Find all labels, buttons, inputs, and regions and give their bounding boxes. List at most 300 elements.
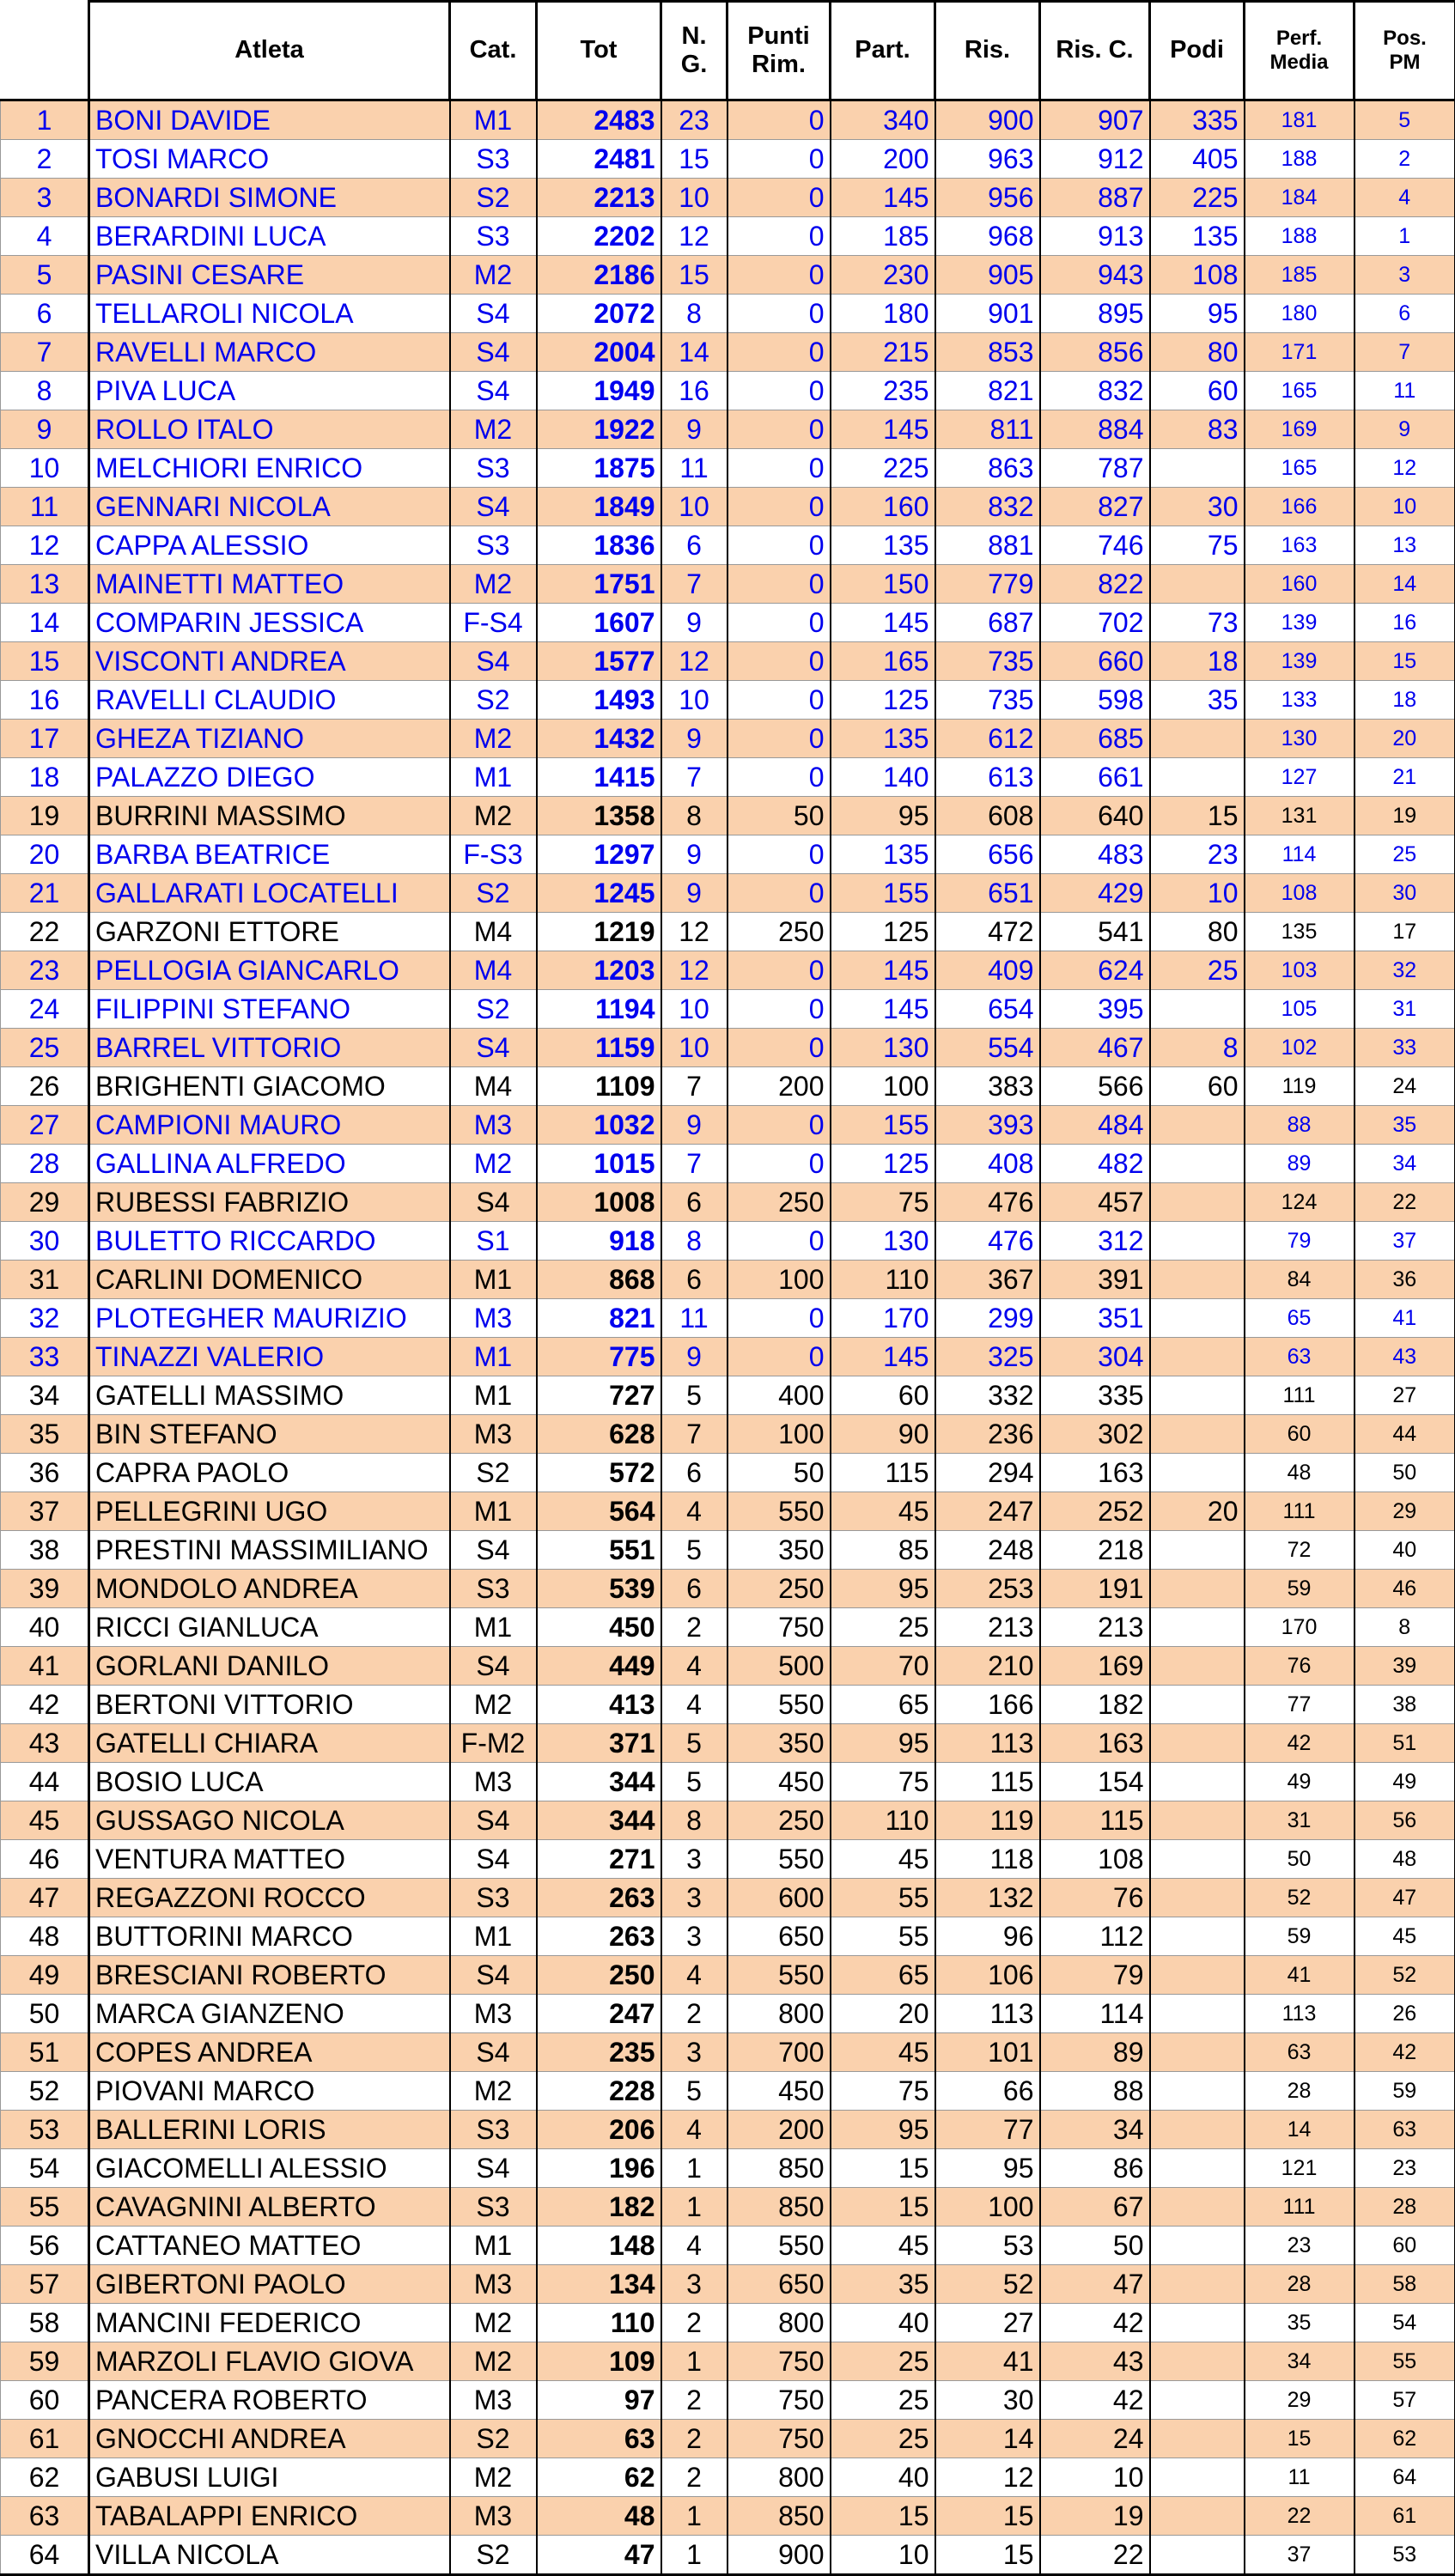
podi-cell: 25 — [1150, 951, 1245, 990]
risc-cell: 895 — [1040, 295, 1150, 333]
punti-cell: 0 — [728, 372, 831, 410]
pos-cell: 10 — [1355, 488, 1455, 526]
punti-cell: 250 — [728, 913, 831, 951]
perf-cell: 34 — [1245, 2342, 1355, 2381]
table-row — [1, 1145, 1455, 1183]
ris-cell: 735 — [935, 681, 1040, 720]
ng-cell: 9 — [661, 874, 728, 913]
tot-cell: 228 — [537, 2072, 661, 2111]
podi-cell: 108 — [1150, 256, 1245, 295]
punti-cell: 350 — [728, 1724, 831, 1763]
atleta-cell: GUSSAGO NICOLA — [89, 1801, 450, 1840]
rank-cell: 5 — [1, 256, 89, 295]
perf-cell: 165 — [1245, 449, 1355, 488]
cat-cell: S4 — [450, 1801, 537, 1840]
part-cell: 145 — [831, 951, 935, 990]
punti-cell: 0 — [728, 1029, 831, 1067]
ng-cell: 15 — [661, 140, 728, 179]
punti-cell: 550 — [728, 2227, 831, 2265]
perf-cell: 37 — [1245, 2536, 1355, 2575]
ris-cell: 247 — [935, 1492, 1040, 1531]
podi-cell — [1150, 2304, 1245, 2342]
rank-cell: 20 — [1, 835, 89, 874]
table-row — [1, 1183, 1455, 1222]
tot-cell: 250 — [537, 1956, 661, 1995]
pos-cell: 41 — [1355, 1299, 1455, 1338]
table-row — [1, 1067, 1455, 1106]
perf-cell: 23 — [1245, 2227, 1355, 2265]
risc-cell: 76 — [1040, 1879, 1150, 1917]
tot-cell: 539 — [537, 1570, 661, 1608]
rank-cell: 8 — [1, 372, 89, 410]
tot-header: Tot — [537, 2, 661, 100]
ris-cell: 476 — [935, 1183, 1040, 1222]
ris-cell: 968 — [935, 217, 1040, 256]
pos-cell: 43 — [1355, 1338, 1455, 1376]
ris-cell: 963 — [935, 140, 1040, 179]
risc-cell: 702 — [1040, 604, 1150, 642]
podi-cell — [1150, 1879, 1245, 1917]
ris-cell: 118 — [935, 1840, 1040, 1879]
risc-cell: 685 — [1040, 720, 1150, 758]
tot-cell: 727 — [537, 1376, 661, 1415]
risc-cell: 312 — [1040, 1222, 1150, 1261]
risc-cell: 89 — [1040, 2033, 1150, 2072]
cat-cell: S4 — [450, 372, 537, 410]
rank-cell: 3 — [1, 179, 89, 217]
risc-cell: 566 — [1040, 1067, 1150, 1106]
ng-cell: 10 — [661, 681, 728, 720]
atleta-cell: BERTONI VITTORIO — [89, 1686, 450, 1724]
atleta-cell: ROLLO ITALO — [89, 410, 450, 449]
perf-cell: 52 — [1245, 1879, 1355, 1917]
pos-header — [1355, 2, 1455, 100]
ris-cell: 14 — [935, 2420, 1040, 2458]
perf-cell: 89 — [1245, 1145, 1355, 1183]
perf-cell: 28 — [1245, 2265, 1355, 2304]
atleta-cell: PANCERA ROBERTO — [89, 2381, 450, 2420]
rank-cell: 56 — [1, 2227, 89, 2265]
podi-cell — [1150, 1415, 1245, 1454]
part-cell: 215 — [831, 333, 935, 372]
punti-cell: 0 — [728, 179, 831, 217]
ris-cell: 12 — [935, 2458, 1040, 2497]
punti-cell: 750 — [728, 2420, 831, 2458]
risc-header: Ris. C. — [1040, 2, 1150, 100]
pos-cell: 35 — [1355, 1106, 1455, 1145]
rank-cell: 52 — [1, 2072, 89, 2111]
pos-cell: 62 — [1355, 2420, 1455, 2458]
atleta-cell: BRESCIANI ROBERTO — [89, 1956, 450, 1995]
punti-cell: 450 — [728, 1763, 831, 1801]
punti-cell: 200 — [728, 2111, 831, 2149]
ris-cell: 210 — [935, 1647, 1040, 1686]
podi-cell — [1150, 2458, 1245, 2497]
tot-cell: 196 — [537, 2149, 661, 2188]
ng-cell: 10 — [661, 179, 728, 217]
podi-cell — [1150, 1570, 1245, 1608]
ris-cell: 656 — [935, 835, 1040, 874]
table-row — [1, 526, 1455, 565]
rank-cell: 12 — [1, 526, 89, 565]
part-cell: 65 — [831, 1956, 935, 1995]
atleta-cell: TABALAPPI ENRICO — [89, 2497, 450, 2536]
tot-cell: 1849 — [537, 488, 661, 526]
atleta-cell: TOSI MARCO — [89, 140, 450, 179]
podi-cell: 35 — [1150, 681, 1245, 720]
perf-cell: 108 — [1245, 874, 1355, 913]
punti-cell: 0 — [728, 295, 831, 333]
ng-cell: 14 — [661, 333, 728, 372]
part-cell: 55 — [831, 1879, 935, 1917]
part-cell: 25 — [831, 2342, 935, 2381]
atleta-cell: TINAZZI VALERIO — [89, 1338, 450, 1376]
podi-cell — [1150, 1338, 1245, 1376]
pos-cell: 58 — [1355, 2265, 1455, 2304]
risc-cell: 887 — [1040, 179, 1150, 217]
rank-cell: 60 — [1, 2381, 89, 2420]
punti-cell: 0 — [728, 100, 831, 140]
risc-cell: 43 — [1040, 2342, 1150, 2381]
table-row — [1, 256, 1455, 295]
risc-cell: 429 — [1040, 874, 1150, 913]
podi-cell: 20 — [1150, 1492, 1245, 1531]
podi-cell — [1150, 720, 1245, 758]
ng-cell: 6 — [661, 1261, 728, 1299]
ng-cell: 7 — [661, 1415, 728, 1454]
perf-cell: 60 — [1245, 1415, 1355, 1454]
tot-cell: 449 — [537, 1647, 661, 1686]
pos-cell: 20 — [1355, 720, 1455, 758]
rank-cell: 51 — [1, 2033, 89, 2072]
podi-cell — [1150, 1686, 1245, 1724]
podi-cell: 405 — [1150, 140, 1245, 179]
ng-cell: 11 — [661, 449, 728, 488]
ng-cell: 1 — [661, 2536, 728, 2575]
rank-cell: 64 — [1, 2536, 89, 2575]
table-row — [1, 1106, 1455, 1145]
risc-cell: 67 — [1040, 2188, 1150, 2227]
ng-cell: 5 — [661, 1531, 728, 1570]
risc-cell: 213 — [1040, 1608, 1150, 1647]
ranking-rows — [1, 100, 1455, 2575]
podi-cell — [1150, 1454, 1245, 1492]
cat-cell: M3 — [450, 1299, 537, 1338]
pos-cell: 32 — [1355, 951, 1455, 990]
rank-cell: 37 — [1, 1492, 89, 1531]
perf-cell: 84 — [1245, 1261, 1355, 1299]
pos-cell: 53 — [1355, 2536, 1455, 2575]
pos-cell: 57 — [1355, 2381, 1455, 2420]
risc-cell: 884 — [1040, 410, 1150, 449]
ng-cell: 5 — [661, 1763, 728, 1801]
part-cell: 180 — [831, 295, 935, 333]
rank-cell: 50 — [1, 1995, 89, 2033]
atleta-cell: TELLAROLI NICOLA — [89, 295, 450, 333]
atleta-cell: GNOCCHI ANDREA — [89, 2420, 450, 2458]
ng-cell: 7 — [661, 1067, 728, 1106]
perf-cell: 113 — [1245, 1995, 1355, 2033]
tot-cell: 1751 — [537, 565, 661, 604]
cat-cell: M3 — [450, 2265, 537, 2304]
perf-cell: 170 — [1245, 1608, 1355, 1647]
tot-cell: 235 — [537, 2033, 661, 2072]
cat-cell: M2 — [450, 1686, 537, 1724]
perf-cell: 114 — [1245, 835, 1355, 874]
perf-cell: 14 — [1245, 2111, 1355, 2149]
atleta-cell: GATELLI CHIARA — [89, 1724, 450, 1763]
perf-cell: 76 — [1245, 1647, 1355, 1686]
cat-cell: M2 — [450, 2304, 537, 2342]
podi-cell — [1150, 1145, 1245, 1183]
cat-header: Cat. — [450, 2, 537, 100]
cat-cell: S1 — [450, 1222, 537, 1261]
perf-cell: 63 — [1245, 2033, 1355, 2072]
tot-cell: 572 — [537, 1454, 661, 1492]
atleta-cell: COMPARIN JESSICA — [89, 604, 450, 642]
part-cell: 150 — [831, 565, 935, 604]
rank-cell: 13 — [1, 565, 89, 604]
rank-cell: 30 — [1, 1222, 89, 1261]
podi-cell — [1150, 2072, 1245, 2111]
ris-cell: 77 — [935, 2111, 1040, 2149]
perf-cell: 181 — [1245, 100, 1355, 140]
tot-cell: 1297 — [537, 835, 661, 874]
part-cell: 45 — [831, 2033, 935, 2072]
atleta-cell: CARLINI DOMENICO — [89, 1261, 450, 1299]
atleta-cell: MARCA GIANZENO — [89, 1995, 450, 2033]
risc-cell: 163 — [1040, 1724, 1150, 1763]
pos-cell: 60 — [1355, 2227, 1455, 2265]
table-row — [1, 2304, 1455, 2342]
table-row — [1, 2265, 1455, 2304]
cat-cell: S3 — [450, 526, 537, 565]
ng-cell: 3 — [661, 1917, 728, 1956]
ris-cell: 113 — [935, 1724, 1040, 1763]
pos-cell: 25 — [1355, 835, 1455, 874]
ris-cell: 476 — [935, 1222, 1040, 1261]
risc-cell: 112 — [1040, 1917, 1150, 1956]
perf-cell: 48 — [1245, 1454, 1355, 1492]
podi-cell — [1150, 1995, 1245, 2033]
ris-cell: 15 — [935, 2497, 1040, 2536]
atleta-cell: BOSIO LUCA — [89, 1763, 450, 1801]
part-cell: 15 — [831, 2149, 935, 2188]
cat-cell: M1 — [450, 1917, 537, 1956]
pos-cell: 34 — [1355, 1145, 1455, 1183]
risc-cell: 351 — [1040, 1299, 1150, 1338]
part-cell: 10 — [831, 2536, 935, 2575]
perf-cell: 28 — [1245, 2072, 1355, 2111]
ris-cell: 383 — [935, 1067, 1040, 1106]
ris-cell: 53 — [935, 2227, 1040, 2265]
ris-cell: 66 — [935, 2072, 1040, 2111]
table-row — [1, 2149, 1455, 2188]
punti-cell: 900 — [728, 2536, 831, 2575]
ris-cell: 608 — [935, 797, 1040, 835]
podi-cell — [1150, 2497, 1245, 2536]
ris-cell: 248 — [935, 1531, 1040, 1570]
podi-cell — [1150, 1647, 1245, 1686]
rank-cell: 59 — [1, 2342, 89, 2381]
ng-cell: 3 — [661, 1879, 728, 1917]
atleta-cell: PELLEGRINI UGO — [89, 1492, 450, 1531]
pos-cell: 54 — [1355, 2304, 1455, 2342]
atleta-cell: CAPRA PAOLO — [89, 1454, 450, 1492]
punti-cell: 0 — [728, 1145, 831, 1183]
pos-cell: 39 — [1355, 1647, 1455, 1686]
perf-cell: 29 — [1245, 2381, 1355, 2420]
cat-cell: S4 — [450, 1531, 537, 1570]
table-row — [1, 1531, 1455, 1570]
cat-cell: M2 — [450, 565, 537, 604]
podi-header: Podi — [1150, 2, 1245, 100]
ris-cell: 472 — [935, 913, 1040, 951]
pos-cell: 16 — [1355, 604, 1455, 642]
cat-cell: S3 — [450, 2188, 537, 2227]
tot-cell: 48 — [537, 2497, 661, 2536]
ng-cell: 10 — [661, 990, 728, 1029]
atleta-cell: RAVELLI MARCO — [89, 333, 450, 372]
ng-cell: 5 — [661, 1376, 728, 1415]
rank-cell: 38 — [1, 1531, 89, 1570]
pos-cell: 8 — [1355, 1608, 1455, 1647]
part-cell: 165 — [831, 642, 935, 681]
atleta-cell: VENTURA MATTEO — [89, 1840, 450, 1879]
rank-cell: 7 — [1, 333, 89, 372]
risc-cell: 660 — [1040, 642, 1150, 681]
podi-cell — [1150, 990, 1245, 1029]
part-cell: 95 — [831, 1724, 935, 1763]
ng-cell: 7 — [661, 1145, 728, 1183]
perf-cell: 169 — [1245, 410, 1355, 449]
atleta-cell: BARBA BEATRICE — [89, 835, 450, 874]
risc-cell: 827 — [1040, 488, 1150, 526]
cat-cell: S3 — [450, 1570, 537, 1608]
header-row — [1, 2, 1455, 100]
part-cell: 125 — [831, 913, 935, 951]
podi-cell — [1150, 2420, 1245, 2458]
punti-header-line1: Punti — [747, 22, 810, 50]
tot-cell: 1109 — [537, 1067, 661, 1106]
podi-cell — [1150, 1222, 1245, 1261]
perf-cell: 121 — [1245, 2149, 1355, 2188]
risc-cell: 191 — [1040, 1570, 1150, 1608]
rank-cell: 58 — [1, 2304, 89, 2342]
ris-cell: 956 — [935, 179, 1040, 217]
cat-cell: M1 — [450, 1492, 537, 1531]
punti-cell: 50 — [728, 1454, 831, 1492]
rank-cell: 14 — [1, 604, 89, 642]
risc-cell: 42 — [1040, 2381, 1150, 2420]
ris-cell: 119 — [935, 1801, 1040, 1840]
pos-cell: 59 — [1355, 2072, 1455, 2111]
perf-header-line1: Perf. — [1276, 27, 1322, 50]
cat-cell: M1 — [450, 100, 537, 140]
table-row — [1, 217, 1455, 256]
table-row — [1, 951, 1455, 990]
podi-cell — [1150, 2149, 1245, 2188]
part-cell: 70 — [831, 1647, 935, 1686]
table-row — [1, 1840, 1455, 1879]
tot-cell: 868 — [537, 1261, 661, 1299]
atleta-cell: BULETTO RICCARDO — [89, 1222, 450, 1261]
ng-cell: 12 — [661, 642, 728, 681]
punti-cell: 0 — [728, 990, 831, 1029]
perf-cell: 11 — [1245, 2458, 1355, 2497]
tot-cell: 775 — [537, 1338, 661, 1376]
risc-cell: 912 — [1040, 140, 1150, 179]
cat-cell: F-M2 — [450, 1724, 537, 1763]
risc-cell: 624 — [1040, 951, 1150, 990]
risc-cell: 832 — [1040, 372, 1150, 410]
part-cell: 100 — [831, 1067, 935, 1106]
atleta-cell: MONDOLO ANDREA — [89, 1570, 450, 1608]
perf-cell: 139 — [1245, 604, 1355, 642]
podi-cell — [1150, 1917, 1245, 1956]
tot-cell: 1008 — [537, 1183, 661, 1222]
table-row — [1, 1608, 1455, 1647]
ris-cell: 654 — [935, 990, 1040, 1029]
ris-cell: 900 — [935, 100, 1040, 140]
risc-cell: 115 — [1040, 1801, 1150, 1840]
risc-cell: 114 — [1040, 1995, 1150, 2033]
atleta-cell: BURRINI MASSIMO — [89, 797, 450, 835]
perf-cell: 35 — [1245, 2304, 1355, 2342]
tot-cell: 821 — [537, 1299, 661, 1338]
ng-cell: 2 — [661, 1608, 728, 1647]
punti-cell: 800 — [728, 2304, 831, 2342]
part-cell: 145 — [831, 410, 935, 449]
tot-cell: 1577 — [537, 642, 661, 681]
atleta-cell: PIOVANI MARCO — [89, 2072, 450, 2111]
podi-cell — [1150, 2342, 1245, 2381]
pos-cell: 29 — [1355, 1492, 1455, 1531]
podi-cell — [1150, 1261, 1245, 1299]
ng-cell: 9 — [661, 1106, 728, 1145]
risc-cell: 34 — [1040, 2111, 1150, 2149]
atleta-cell: PLOTEGHER MAURIZIO — [89, 1299, 450, 1338]
tot-cell: 564 — [537, 1492, 661, 1531]
podi-cell — [1150, 1106, 1245, 1145]
cat-cell: M2 — [450, 797, 537, 835]
rank-cell: 28 — [1, 1145, 89, 1183]
rank-cell: 48 — [1, 1917, 89, 1956]
podi-cell — [1150, 1531, 1245, 1570]
tot-cell: 2072 — [537, 295, 661, 333]
podi-cell — [1150, 2265, 1245, 2304]
table-row — [1, 2072, 1455, 2111]
risc-cell: 907 — [1040, 100, 1150, 140]
part-cell: 235 — [831, 372, 935, 410]
rank-cell: 47 — [1, 1879, 89, 1917]
podi-cell — [1150, 1376, 1245, 1415]
punti-cell: 650 — [728, 2265, 831, 2304]
rank-cell: 26 — [1, 1067, 89, 1106]
risc-cell: 218 — [1040, 1531, 1150, 1570]
cat-cell: S4 — [450, 1956, 537, 1995]
pos-cell: 37 — [1355, 1222, 1455, 1261]
table-row — [1, 1763, 1455, 1801]
part-cell: 40 — [831, 2458, 935, 2497]
cat-cell: M2 — [450, 410, 537, 449]
part-cell: 130 — [831, 1222, 935, 1261]
ris-cell: 832 — [935, 488, 1040, 526]
table-row — [1, 2033, 1455, 2072]
cat-cell: M3 — [450, 1106, 537, 1145]
cat-cell: M3 — [450, 1415, 537, 1454]
pos-cell: 51 — [1355, 1724, 1455, 1763]
